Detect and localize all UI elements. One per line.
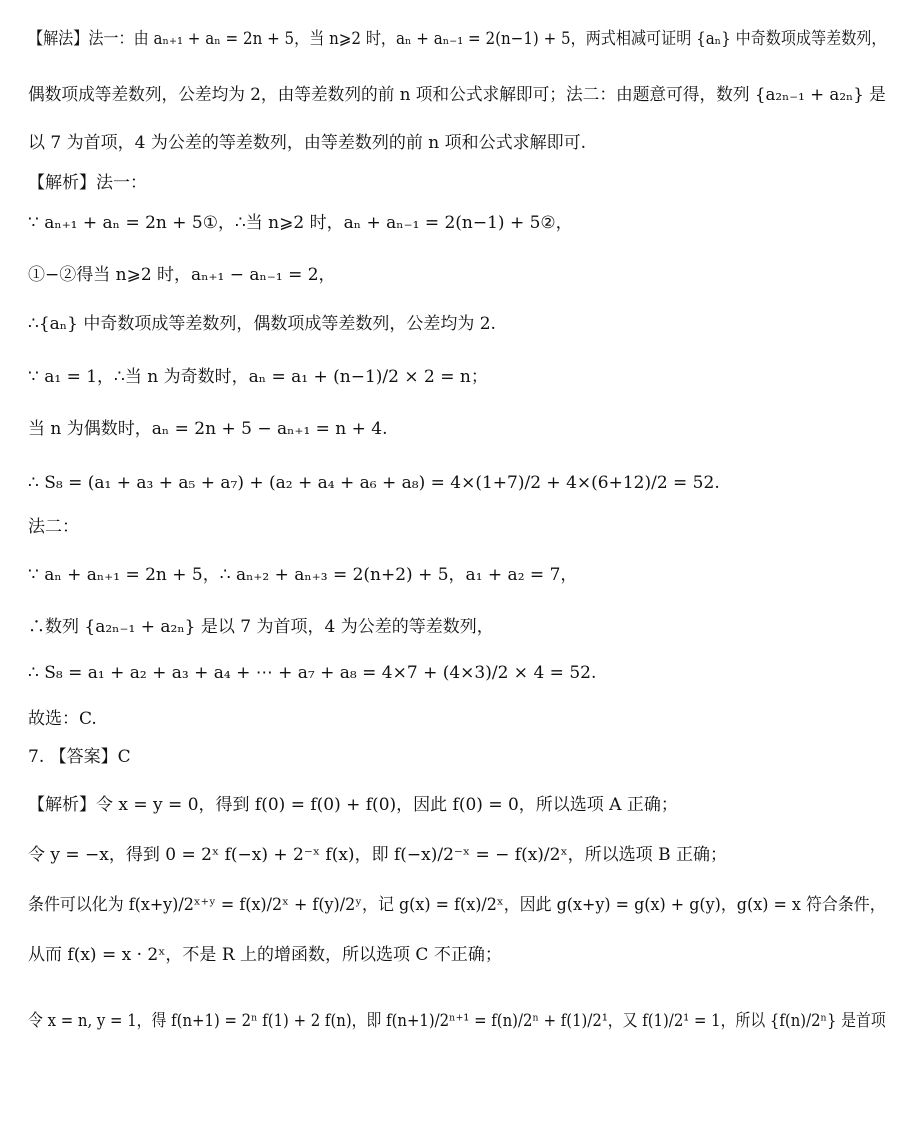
- text-line-12-content: ∵ aₙ + aₙ₊₁ = 2n + 5，∴ aₙ₊₂ + aₙ₊₃ = 2(n+2) + 5，a₁ + a₂ = 7，: [28, 565, 578, 585]
- text-line-21-content: 令 x = n, y = 1，得 f(n+1) = 2ⁿ f(1) + 2 f(n)，即 f(n+1)/2ⁿ⁺¹ = f(n)/2ⁿ + f(1)/2¹，又 f(1)/2¹ = 1，所以 {f(n)/2ⁿ} 是首项: [28, 1011, 886, 1031]
- text-line-15: [28, 708, 97, 730]
- text-line-8-content: ∵ a₁ = 1，∴当 n 为奇数时，aₙ = a₁ + (n−1)/2 × 2 = n；: [28, 367, 488, 387]
- text-line-14: [28, 662, 596, 684]
- text-line-2-content: 偶数项成等差数列，公差均为 2，由等差数列的前 n 项和公式求解即可；法二：由题意可得，数列 {a₂ₙ₋₁ + a₂ₙ} 是: [28, 85, 886, 105]
- text-line-14-content: ∴ S₈ = a₁ + a₂ + a₃ + a₄ + ⋯ + a₇ + a₈ = 4×7 + (4×3)/2 × 4 = 52.: [28, 663, 597, 683]
- text-line-9-content: 当 n 为偶数时，aₙ = 2n + 5 − aₙ₊₁ = n + 4.: [28, 419, 388, 439]
- text-line-11-content: 法二：: [28, 517, 79, 537]
- text-line-4: [28, 172, 147, 194]
- text-line-17-content: 【解析】令 x = y = 0，得到 f(0) = f(0) + f(0)，因此 f(0) = 0，所以选项 A 正确；: [28, 795, 678, 815]
- text-line-11: [28, 516, 79, 538]
- text-line-20: [28, 944, 502, 966]
- text-line-13-content: ∴数列 {a₂ₙ₋₁ + a₂ₙ} 是以 7 为首项，4 为公差的等差数列，: [28, 617, 494, 637]
- text-line-10-content: ∴ S₈ = (a₁ + a₃ + a₅ + a₇) + (a₂ + a₄ + a₆ + a₈) = 4×(1+7)/2 + 4×(6+12)/2 = 52.: [28, 473, 720, 493]
- text-line-7: [28, 313, 496, 335]
- text-line-15-content: 故选：C.: [28, 709, 97, 729]
- text-line-18: [28, 844, 727, 866]
- text-line-5: [28, 212, 573, 234]
- text-line-16-content: 7. 【答案】C: [28, 747, 131, 767]
- text-line-20-content: 从而 f(x) = x · 2ˣ，不是 R 上的增函数，所以选项 C 不正确；: [28, 945, 502, 965]
- text-line-4-content: 【解析】法一：: [28, 173, 147, 193]
- text-line-3: [28, 132, 586, 154]
- text-line-17: [28, 794, 678, 816]
- text-line-19: [28, 894, 886, 916]
- text-line-19-content: 条件可以化为 f(x+y)/2ˣ⁺ʸ = f(x)/2ˣ + f(y)/2ʸ，记 g(x) = f(x)/2ˣ，因此 g(x+y) = g(x) + g(y)，g(x) = x 符合条件，: [28, 895, 886, 915]
- text-line-16: [28, 746, 131, 768]
- text-line-13: [28, 616, 494, 638]
- text-line-18-content: 令 y = −x，得到 0 = 2ˣ f(−x) + 2⁻ˣ f(x)，即 f(−x)/2⁻ˣ = − f(x)/2ˣ，所以选项 B 正确；: [28, 845, 727, 865]
- text-line-1-content: 【解法】法一：由 aₙ₊₁ + aₙ = 2n + 5，当 n⩾2 时，aₙ + aₙ₋₁ = 2(n−1) + 5，两式相减可证明 {aₙ} 中奇数项成等差数列，: [28, 29, 887, 49]
- text-line-9: [28, 418, 388, 440]
- text-line-1: [28, 28, 886, 50]
- text-line-5-content: ∵ aₙ₊₁ + aₙ = 2n + 5①，∴当 n⩾2 时，aₙ + aₙ₋₁ = 2(n−1) + 5②，: [28, 213, 573, 233]
- text-line-2: [28, 84, 886, 106]
- text-line-21: [28, 1010, 886, 1032]
- text-line-12: [28, 564, 577, 586]
- text-line-10: [28, 472, 720, 494]
- text-line-6: [28, 264, 336, 286]
- text-line-6-content: ①−②得当 n⩾2 时，aₙ₊₁ − aₙ₋₁ = 2，: [28, 265, 336, 285]
- text-line-8: [28, 366, 488, 388]
- text-line-7-content: ∴{aₙ} 中奇数项成等差数列，偶数项成等差数列，公差均为 2.: [28, 314, 496, 334]
- text-line-3-content: 以 7 为首项，4 为公差的等差数列，由等差数列的前 n 项和公式求解即可.: [28, 133, 587, 153]
